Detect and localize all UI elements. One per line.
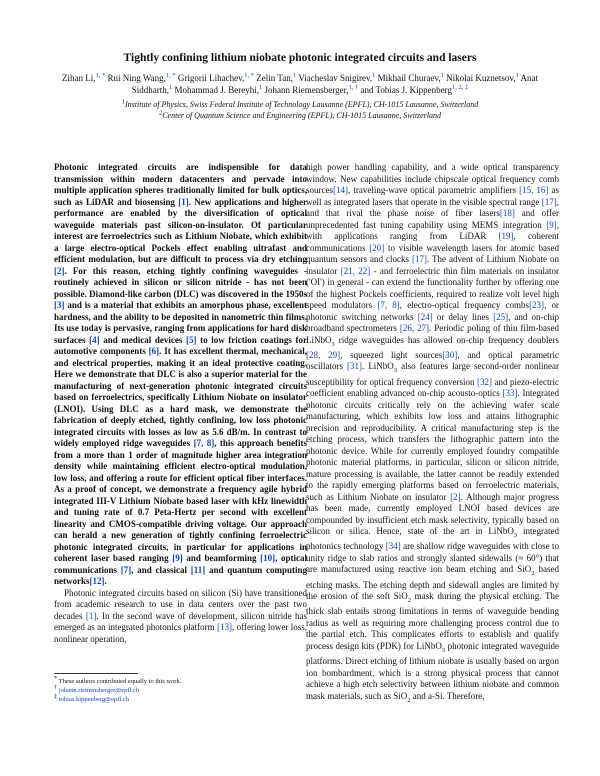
text-run: . Although major progress has been made, currently employed LNOI based devices are compounded by insufficient etch mask selectivity, typically based on silicon or silica. Hence, state of the art in LiNbO: [306, 491, 559, 537]
text-run: , and classical: [131, 564, 191, 575]
author-name: Zihan Li,: [62, 73, 96, 83]
text-run: , with applications ranging from LiDAR: [306, 219, 559, 241]
text-run: and piezo-electric coefficient enabling advanced on-chip acousto-optics: [306, 376, 559, 399]
left-column: [54, 162, 307, 670]
affiliation-2: [40, 110, 560, 121]
author-name: Zelin Tan,: [256, 73, 293, 83]
citation-link[interactable]: [34]: [385, 541, 401, 552]
affiliation-text: Institute of Physics, Swiss Federal Institute of Technology Lausanne (EPFL), CH-1015 Lausanne, Switzerland: [125, 100, 479, 109]
affiliation-1: [40, 99, 560, 110]
citation-link[interactable]: [32]: [477, 376, 493, 387]
text-run: . New applications and higher performance are enabled by the diversification of optical waveguide materials past silicon-on-insulator. Of particular interest are ferroelectrics such as Lithium Niobate, which exhibit a large electro-optical Pockels effect enabling ultrafast and efficient modulation, but are difficult to process via dry etching: [54, 196, 307, 264]
subscript: 2: [407, 696, 411, 704]
citation-link[interactable]: [19]: [498, 231, 514, 241]
paper-title: Tightly confining lithium niobate photonic integrated circuits and lasers: [123, 52, 477, 64]
citation-link[interactable]: [25]: [493, 311, 509, 322]
affiliation-text: Center of Quantum Science and Engineering (EPFL), CH-1015 Lausanne, Switzerland: [162, 111, 442, 120]
text-run: . It has excellent thermal, mechanical, and electrical properties, making it an ideal protective coating. Here we demonstrate that DLC is also a superior material for the manufacturing of next-generation photonic integrated circuits based on ferroelectrics, specifically Lithium Niobate on insulator (LNOI). Using DLC as a hard mask, we demonstrate the fabrication of deeply etched, tightly confining, low loss photonic integrated circuits with losses as low as 5.6 dB/m. In contrast to widely employed ridge waveguides: [54, 346, 307, 448]
subscript: 2: [531, 570, 535, 578]
citation-link[interactable]: [12]: [89, 576, 105, 586]
citation-link[interactable]: [5]: [186, 334, 197, 345]
text-run: to visible wavelength lasers for atomic based quantum sensors and clocks: [306, 242, 559, 264]
citation-link[interactable]: [17]: [411, 254, 427, 264]
author-name: Viacheslav Snigirev,: [298, 73, 373, 83]
citation-link[interactable]: [18]: [499, 208, 515, 218]
author-name: and Tobias J. Kippenberg: [360, 85, 452, 95]
text-run: and offer unprecedented fast tuning capability using MEMS integration: [306, 208, 559, 230]
author-affiliation-mark[interactable]: 1, *: [244, 72, 255, 79]
author-affiliation-mark[interactable]: 1, 2, ‡: [451, 84, 469, 91]
citation-link[interactable]: [26, 27]: [399, 323, 430, 333]
text-run: , this approach benefits from a more than 1 order of magnitude higher area integration density while maintaining efficient electro-optical modulation, low loss, and offering a route for efficient optical fiber interfaces. As a proof of concept, we demonstrate a frequency agile hybrid integrated III-V Lithium Niobate based laser with kHz linewidth and tuning rate of 0.7 Peta-Hertz per second with excellent linearity and CMOS-compatible driving voltage. Our approach can herald a new generation of tightly confining ferroelectric photonic integrated circuits, in particular for applications in coherent laser based ranging: [54, 438, 307, 563]
footnote: [54, 683, 307, 695]
author-affiliation-mark[interactable]: 1, *: [165, 72, 176, 79]
text-run: , squeezed light sources: [340, 349, 443, 360]
footnote-text: These authors contributed equally to this work.: [57, 678, 182, 685]
author-affiliation-mark[interactable]: 1: [440, 72, 444, 79]
footnote: [54, 692, 307, 704]
citation-link[interactable]: [24]: [417, 311, 433, 322]
text-run: , optical communications: [54, 553, 307, 575]
text-run: photonic integrated waveguide platforms. Direct etching of lithium niobate is usually based on argon ion bombardment, which is a strong physical process that cannot achieve a high etch selectivity between lithium niobate and common mask materials, such as SiO: [306, 640, 559, 701]
text-run: Photonic integrated circuits based on silicon (Si) have transitioned from academic research to use in data centers over the past two decades: [54, 587, 307, 621]
text-run: , and optical parametric oscillators: [306, 349, 559, 372]
subscript: 3: [393, 367, 398, 375]
introduction-continued: [306, 162, 559, 706]
citation-link[interactable]: [14]: [333, 185, 348, 195]
text-run: to low friction coatings for automotive components: [54, 334, 307, 356]
citation-link[interactable]: [6]: [148, 346, 160, 356]
citation-link[interactable]: [4]: [89, 334, 100, 345]
author-name: Nikolai Kuznetsov,: [446, 73, 516, 83]
text-run: .: [104, 576, 107, 586]
email-link[interactable]: tobias.kippenberg@epfl.ch: [57, 696, 130, 703]
author-affiliation-mark[interactable]: 1, *: [95, 72, 106, 79]
citation-link[interactable]: [31]: [347, 361, 363, 372]
citation-link[interactable]: [1]: [178, 196, 189, 207]
subscript: 3: [441, 646, 446, 654]
citation-link[interactable]: [17]: [541, 196, 557, 207]
citation-link[interactable]: [7]: [120, 564, 132, 575]
author-name: Mikhail Churaev,: [377, 73, 441, 83]
citation-link[interactable]: [9]: [172, 553, 183, 563]
footnotes: [54, 673, 307, 704]
author-name: Anat Siddharth,: [131, 73, 538, 95]
footnote-rule: [54, 673, 138, 674]
footnote-mark: †: [54, 683, 58, 691]
text-run: . Periodic poling of thin film-based LiNbO: [306, 323, 559, 345]
text-run: , electro-optical frequency combs: [399, 300, 530, 310]
author-list: [56, 72, 544, 96]
text-run: based etching masks. The etching depth and sidewall angles are limited by the erosion of the soft SiO: [306, 564, 559, 602]
text-run: . For this reason, etching tightly confining waveguides - routinely achieved in silicon or silicon nitride - has not been possible. Diamond-like carbon (DLC) was discovered in the 1950s: [54, 265, 307, 299]
author-affiliation-mark[interactable]: 1, †: [348, 84, 359, 91]
text-run: , and on-chip broadband spectrometers: [306, 311, 559, 333]
text-run: . In the second wave of development, silicon nitride has emerged as an integrated photonics platform: [54, 610, 307, 632]
text-run: Photonic integrated circuits are indispensible for data transmission within modern datacenters and pervade into multiple application spheres traditionally limited for bulk optics, such as LiDAR and biosensing: [54, 162, 307, 207]
citation-link[interactable]: [2]: [54, 265, 65, 276]
email-link[interactable]: johann.riemensberger@epfl.ch: [57, 687, 140, 694]
citation-link[interactable]: [13]: [217, 622, 233, 632]
text-run: , traveling-wave optical parametric amplifiers: [348, 185, 520, 195]
text-run: and beamforming: [182, 553, 261, 563]
citation-link[interactable]: [7, 8]: [193, 438, 215, 448]
text-run: , offering lower loss, nonlinear operation,: [54, 622, 307, 644]
author-name: Grigorii Lihachev,: [177, 73, 245, 83]
text-run: , coherent communications: [306, 231, 559, 253]
citation-link[interactable]: [7, 8]: [377, 300, 400, 310]
footnote: [54, 674, 307, 686]
citation-link[interactable]: [28, 29]: [306, 349, 341, 360]
text-run: high power handling capability, and a wide optical transparency window. New capabilities include chipscale optical frequency comb sources: [306, 162, 559, 195]
author-name: Johann Riemensberger,: [264, 85, 349, 95]
author-affiliation-mark[interactable]: 1: [169, 84, 173, 91]
text-run: and quantum computing networks: [54, 564, 307, 586]
text-run: and is a material that exhibits an amorphous phase, excellent hardness, and the ability to be deposited in nanometric thin films. Its use today is pervasive, ranging from applications for hard disk surfaces: [54, 300, 307, 345]
text-run: are shallow ridge waveguides with close to unity ridge to slab ratios and strongly slanted sidewalls (≈ 60°) that are manufactured using reactive ion beam etching and SiO: [306, 541, 559, 575]
citation-link[interactable]: [9]: [546, 219, 557, 230]
author-name: Rui Ning Wang,: [107, 73, 166, 83]
citation-link[interactable]: [11]: [190, 564, 206, 575]
text-run: . LiNbO: [362, 361, 394, 372]
introduction-paragraph: [54, 588, 307, 646]
citation-link[interactable]: [20]: [369, 242, 385, 253]
text-run: , and that rival the phase noise of fiber lasers: [306, 196, 559, 218]
citation-link[interactable]: [2]: [450, 491, 461, 502]
text-run: ridge waveguides has allowed on-chip frequency doublers: [334, 334, 559, 345]
author-affiliation-mark[interactable]: 1: [515, 72, 519, 79]
text-run: also features large second-order nonlinear susceptibility for optical frequency conversion: [306, 361, 559, 387]
affiliation-mark: 2: [158, 109, 163, 117]
citation-link[interactable]: [30]: [442, 349, 458, 360]
citation-link[interactable]: [15, 16]: [519, 185, 549, 195]
subscript: 3: [331, 340, 335, 348]
text-run: integrated photonics technology: [306, 526, 559, 552]
text-run: and medical devices: [99, 334, 186, 345]
right-column: [306, 162, 559, 736]
author-affiliation-mark[interactable]: 1: [372, 72, 376, 79]
subscript: 3: [513, 531, 518, 539]
citation-link[interactable]: [1]: [85, 610, 97, 621]
text-run: as well as integrated lasers that operate in the visible spectral range: [306, 185, 559, 207]
author-affiliation-mark[interactable]: 1: [259, 84, 263, 91]
affiliation-mark: 1: [121, 98, 125, 106]
text-run: or delay lines: [432, 311, 494, 322]
citation-link[interactable]: [21, 22]: [340, 265, 371, 276]
author-name: Mohammad J. Bereyhi,: [174, 85, 259, 95]
text-run: . The advent of Lithium Niobate on insulator: [306, 254, 559, 276]
subscript: 2: [407, 596, 412, 604]
text-run: - and ferroelectric thin film materials on insulator ('OI') in general - can extend the functionality further by offering one of the highest Pockels coefficients, required to realize volt level high speed modulators: [306, 265, 559, 310]
citation-link[interactable]: [10]: [260, 553, 276, 563]
author-affiliation-mark[interactable]: 1: [292, 72, 297, 79]
footnote-mark: *: [54, 674, 58, 682]
text-run: , or photonic switching networks: [306, 300, 559, 322]
text-run: and a-Si. Therefore,: [410, 690, 485, 701]
footnote-mark: ‡: [54, 692, 58, 700]
citation-link[interactable]: [3]: [54, 300, 65, 310]
citation-link[interactable]: [23]: [529, 300, 545, 310]
abstract: [54, 162, 307, 588]
citation-link[interactable]: [33]: [502, 388, 518, 399]
text-run: . Integrated photonic circuits critically rely on the achieving wafer scale manufacturing, which exhibits low loss and attains lithographic precision and reproducibility. A critical manufacturing step is the etching process, which transfers the lithographic pattern into the photonic device. While for currently employed foundry compatible photonic material platforms, in particular, silicon or silicon nitride, mature processing is available, the latter cannot be readily extended to the rapidly emerging platforms based on ferroelectric materials, such as Lithium Niobate on insulator: [306, 388, 559, 502]
text-run: mask during the physical etching. The thick slab entails strong limitations in terms of waveguide bending radius as well as requiring more challenging process control due to the partial etch. This complicates efforts to establish and qualify process design kits (PDK) for LiNbO: [306, 591, 559, 651]
